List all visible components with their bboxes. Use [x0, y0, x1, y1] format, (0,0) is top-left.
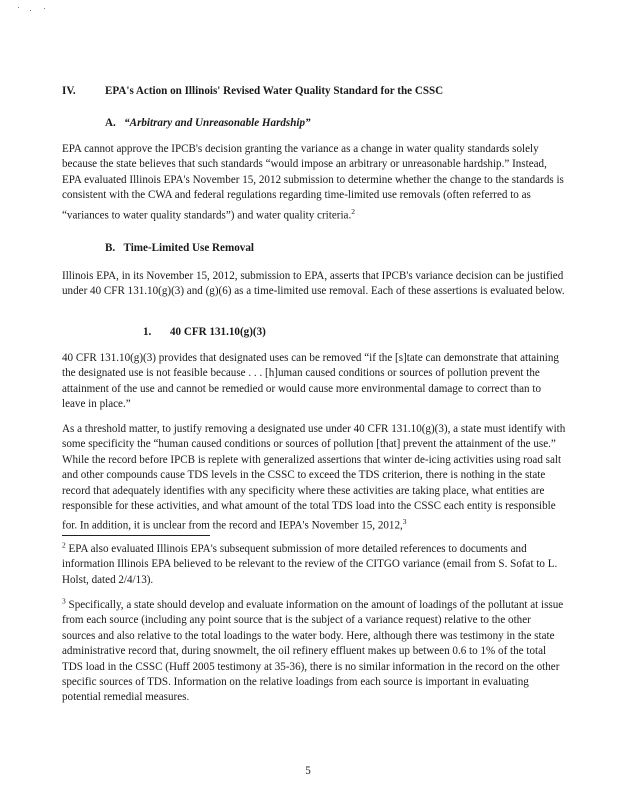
footnote-separator	[62, 535, 210, 536]
paragraph-time-limited-use: Illinois EPA, in its November 15, 2012, submission to EPA, asserts that IPCB's variance decision can be justified under 40 CFR 131.10(g)(3) and (g)(6) as a time-limited use removal. Each of these assertions is evaluated below.	[62, 270, 565, 298]
section-b-heading	[105, 241, 254, 256]
footnote-ref-2[interactable]: 2	[351, 206, 355, 216]
scan-speck	[30, 10, 31, 11]
footnote-2	[62, 542, 566, 588]
section-iv-number: IV.	[62, 85, 76, 97]
footnote-3-marker: 3	[62, 596, 66, 606]
section-a-title: “Arbitrary and Unreasonable Hardship”	[124, 117, 311, 129]
footnote-3-text: Specifically, a state should develop and evaluate information on the amount of loadings of the pollutant at issue from each source (including any point source that is the subject of a variance request) relative to the other sources and also relative to the total loadings to the water body. Here, although there was testimony in the state administrative record that, during snowmelt, the oil refinery effluent makes up between 0.6 to 1% of the total TDS load in the CSSC (Huff 2005 testimony at 35-36), there is no similar information in the record on the other specific sources of TDS. Information on the relative loadings from each source is important in evaluating potential remedial measures.	[62, 599, 564, 704]
paragraph-text: EPA cannot approve the IPCB's decision granting the variance as a change in water quality standards solely because the state believes that such standards “would impose an arbitrary or unreasonable hardship.” Instead, EPA evaluated Illinois EPA's November 15, 2012 submission to determine whether the change to the standards is consistent with the CWA and federal regulations regarding time-limited use removals (often referred to as “variances to water quality standards”) and water quality criteria.	[62, 143, 564, 222]
footnote-2-text: EPA also evaluated Illinois EPA's subsequent submission of more detailed references to documents and information Illinois EPA believed to be relevant to the review of the CITGO variance (email from S. Sofat to L. Holst, dated 2/4/13).	[62, 543, 558, 586]
section-1-heading	[143, 325, 266, 340]
section-a-heading	[105, 116, 311, 131]
section-1-label: 1.	[143, 326, 152, 338]
scan-speck	[18, 7, 19, 8]
paragraph-threshold-matter	[62, 422, 566, 535]
section-b-title: Time-Limited Use Removal	[123, 242, 254, 254]
section-iv-heading	[62, 84, 582, 99]
footnote-3	[62, 598, 566, 706]
section-b-label: B.	[105, 242, 116, 254]
footnote-ref-3[interactable]: 3	[402, 517, 407, 527]
scan-speck	[44, 8, 45, 9]
section-1-title: 40 CFR 131.10(g)(3)	[170, 326, 266, 338]
section-iv-title: EPA's Action on Illinois' Revised Water Quality Standard for the CSSC	[105, 85, 444, 97]
page-number: 5	[305, 765, 311, 777]
section-a-label: A.	[105, 117, 116, 129]
footnote-2-marker: 2	[62, 540, 66, 550]
paragraph-arbitrary-hardship	[62, 142, 566, 224]
paragraph-cfr-provision: 40 CFR 131.10(g)(3) provides that designated uses can be removed “if the [s]tate can demonstrate that attaining the designated use is not feasible because . . . [h]uman caused conditions or sources of pollution prevent the attainment of the use and cannot be remedied or would cause more environmental damage to correct than to leave in place.”	[62, 352, 559, 411]
paragraph-text: As a threshold matter, to justify removing a designated use under 40 CFR 131.10(g)(3), a state must identify with some specificity the “human caused conditions or sources of pollution [that] prevent the attainment of the use.” While the record before IPCB is replete with generalized assertions that winter de-icing activities using road salt and other compounds cause TDS levels in the CSSC to exceed the TDS criterion, there is nothing in the state record that adequately identifies with any specificity where these activities are taking place, what entities are responsible for these activities, and what amount of the total TDS load into the CSSC each entity is responsible for. In addition, it is unclear from the record and IEPA's November 15, 2012,	[62, 423, 566, 533]
